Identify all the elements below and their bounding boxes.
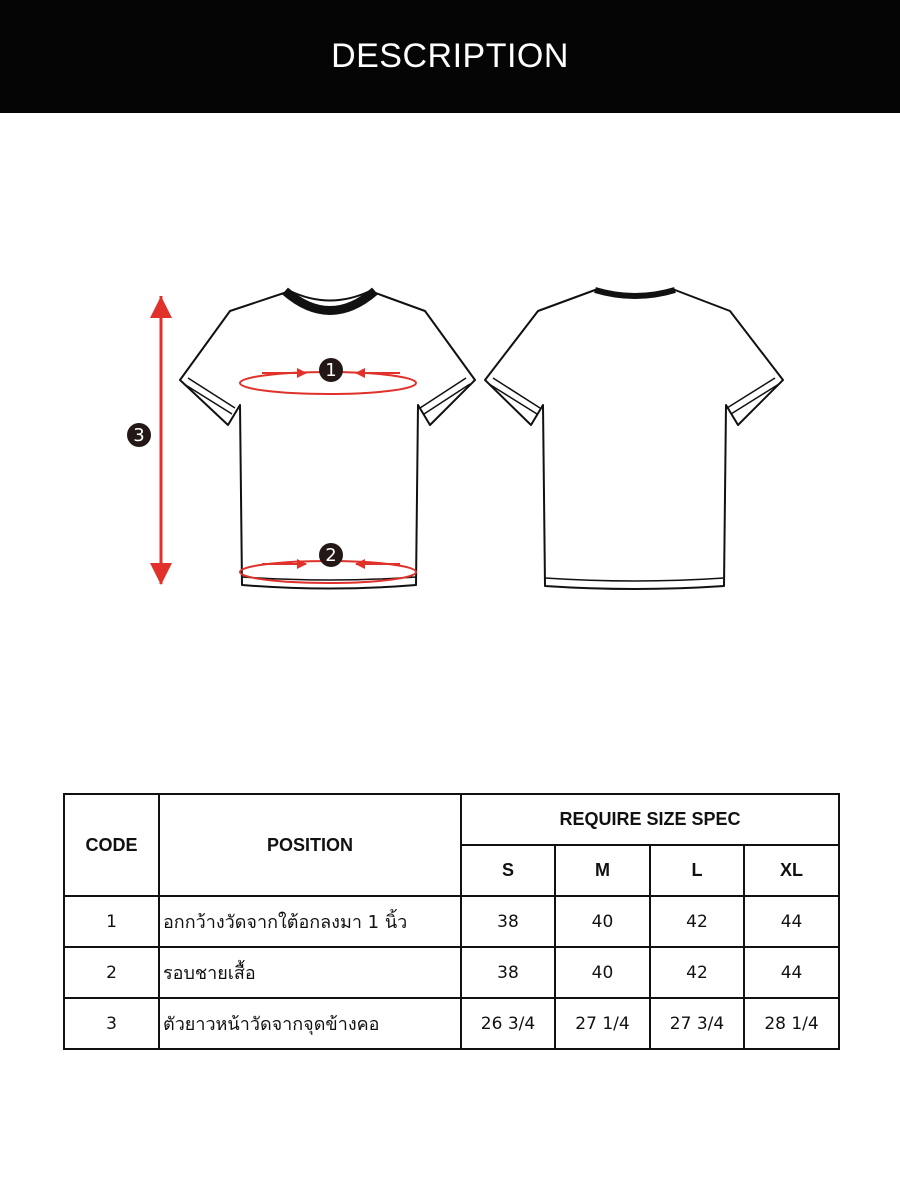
header-bar	[0, 0, 900, 113]
row-value-l: 42	[650, 947, 744, 998]
row-value-m: 27 1/4	[555, 998, 650, 1049]
page-title: DESCRIPTION	[331, 37, 569, 75]
size-header-l: L	[650, 845, 744, 896]
size-header-xl: XL	[744, 845, 839, 896]
size-header-s: S	[461, 845, 555, 896]
row-value-l: 42	[650, 896, 744, 947]
row-position: อกกว้างวัดจากใต้อกลงมา 1 นิ้ว	[159, 896, 461, 947]
row-value-s: 26 3/4	[461, 998, 555, 1049]
spec-group-header: REQUIRE SIZE SPEC	[461, 794, 839, 845]
row-value-m: 40	[555, 896, 650, 947]
row-value-s: 38	[461, 947, 555, 998]
marker-label-1: 1	[325, 360, 337, 381]
back-tshirt-icon	[485, 290, 783, 589]
size-header-m: M	[555, 845, 650, 896]
row-value-xl: 44	[744, 896, 839, 947]
row-code: 2	[64, 947, 159, 998]
row-position: รอบชายเสื้อ	[159, 947, 461, 998]
length-measurement	[127, 296, 172, 585]
row-value-m: 40	[555, 947, 650, 998]
row-value-xl: 28 1/4	[744, 998, 839, 1049]
table-row	[64, 947, 839, 998]
marker-label-3: 3	[133, 425, 145, 446]
row-value-xl: 44	[744, 947, 839, 998]
table-row	[64, 896, 839, 947]
size-spec-table	[63, 793, 840, 1050]
row-position: ตัวยาวหน้าวัดจากจุดข้างคอ	[159, 998, 461, 1049]
row-code: 1	[64, 896, 159, 947]
marker-label-2: 2	[325, 545, 337, 566]
code-column-header: CODE	[64, 794, 159, 896]
row-code: 3	[64, 998, 159, 1049]
row-value-l: 27 3/4	[650, 998, 744, 1049]
row-value-s: 38	[461, 896, 555, 947]
table-row	[64, 998, 839, 1049]
tshirt-diagram	[0, 113, 900, 673]
position-column-header: POSITION	[159, 794, 461, 896]
